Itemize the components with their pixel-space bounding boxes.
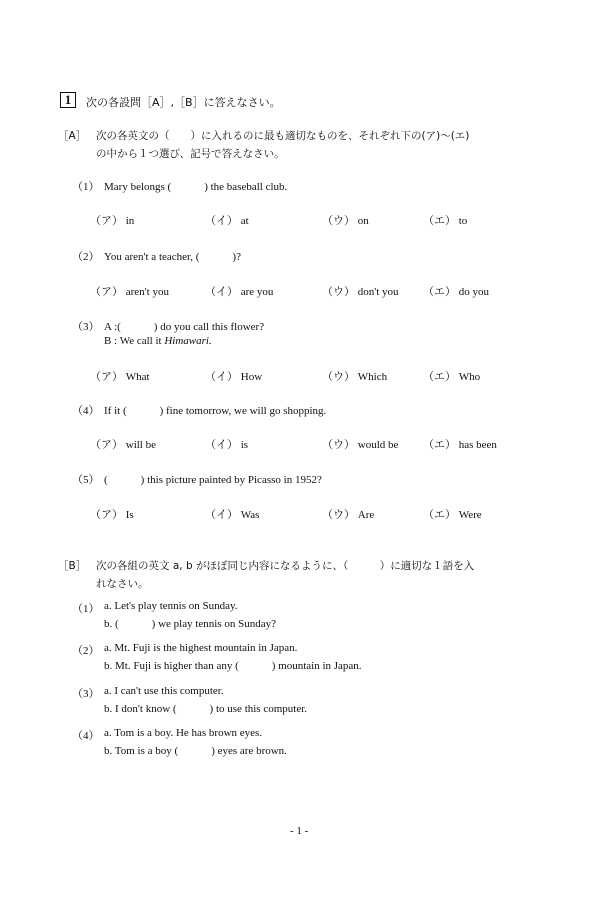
question-number: （3）	[72, 688, 100, 700]
part-b-instruction-line2: れなさい。	[96, 578, 149, 590]
sentence-a: a. Let's play tennis on Sunday.	[104, 600, 238, 612]
question-text-line2	[104, 335, 212, 347]
choice-b: （イ） Was	[205, 509, 260, 521]
choice-c: （ウ） on	[322, 215, 369, 227]
choice-b: （イ） is	[205, 439, 249, 451]
part-b-instruction-line1: 次の各組の英文 a, b がほぼ同じ内容になるように、（ ）に適切な１語を入	[96, 560, 475, 572]
section-number-box: 1	[60, 92, 76, 108]
choice-a: （ア） in	[90, 215, 135, 227]
sentence-a: a. Tom is a boy. He has brown eyes.	[104, 727, 263, 739]
choice-b: （イ） are you	[205, 286, 274, 298]
question-text: You aren't a teacher, ( )?	[104, 251, 241, 263]
sentence-a: a. Mt. Fuji is the highest mountain in Japan.	[104, 642, 298, 654]
question-number: （2）	[72, 645, 100, 657]
choice-c: （ウ） Which	[322, 371, 388, 383]
question-number: （5）	[72, 474, 100, 486]
part-a-instruction-line2: の中から１つ選び、記号で答えなさい。	[96, 148, 285, 160]
question-number: （1）	[72, 181, 100, 193]
question-text: If it ( ) fine tomorrow, we will go shopping.	[104, 405, 327, 417]
sentence-b: b. I don't know ( ) to use this computer.	[104, 703, 308, 715]
question-text: A :( ) do you call this flower?	[104, 321, 265, 333]
choice-d: （エ） has been	[423, 439, 497, 451]
part-a-label: ［A］	[58, 130, 87, 142]
choice-c: （ウ） would be	[322, 439, 399, 451]
choice-a: （ア） Is	[90, 509, 134, 521]
choice-d: （エ） Who	[423, 371, 481, 383]
sentence-b: b. Mt. Fuji is higher than any ( ) mountain in Japan.	[104, 660, 362, 672]
part-b-label: ［B］	[58, 560, 87, 572]
sentence-b: b. Tom is a boy ( ) eyes are brown.	[104, 745, 287, 757]
choice-d: （エ） Were	[423, 509, 482, 521]
question-number: （1）	[72, 603, 100, 615]
section-instruction: 次の各設問［A］,［B］に答えなさい。	[86, 96, 281, 109]
choice-d: （エ） do you	[423, 286, 489, 298]
question-number: （4）	[72, 405, 100, 417]
question-text-line2-prefix: B : We call it	[104, 335, 165, 347]
choice-c: （ウ） Are	[322, 509, 375, 521]
sentence-a: a. I can't use this computer.	[104, 685, 224, 697]
choice-a: （ア） will be	[90, 439, 156, 451]
choice-d: （エ） to	[423, 215, 468, 227]
part-a-instruction-line1: 次の各英文の（ ）に入れるのに最も適切なものを、それぞれ下の(ア)～(エ)	[96, 130, 470, 142]
choice-b: （イ） How	[205, 371, 263, 383]
choice-a: （ア） What	[90, 371, 150, 383]
choice-a: （ア） aren't you	[90, 286, 169, 298]
sentence-b: b. ( ) we play tennis on Sunday?	[104, 618, 276, 630]
choice-c: （ウ） don't you	[322, 286, 399, 298]
question-number: （4）	[72, 730, 100, 742]
question-text-line2-italic: Himawari.	[164, 335, 212, 347]
question-number: （2）	[72, 251, 100, 263]
question-number: （3）	[72, 321, 100, 333]
page-number: - 1 -	[290, 825, 309, 837]
choice-b: （イ） at	[205, 215, 249, 227]
question-text: ( ) this picture painted by Picasso in 1952?	[104, 474, 322, 486]
question-text: Mary belongs ( ) the baseball club.	[104, 181, 288, 193]
